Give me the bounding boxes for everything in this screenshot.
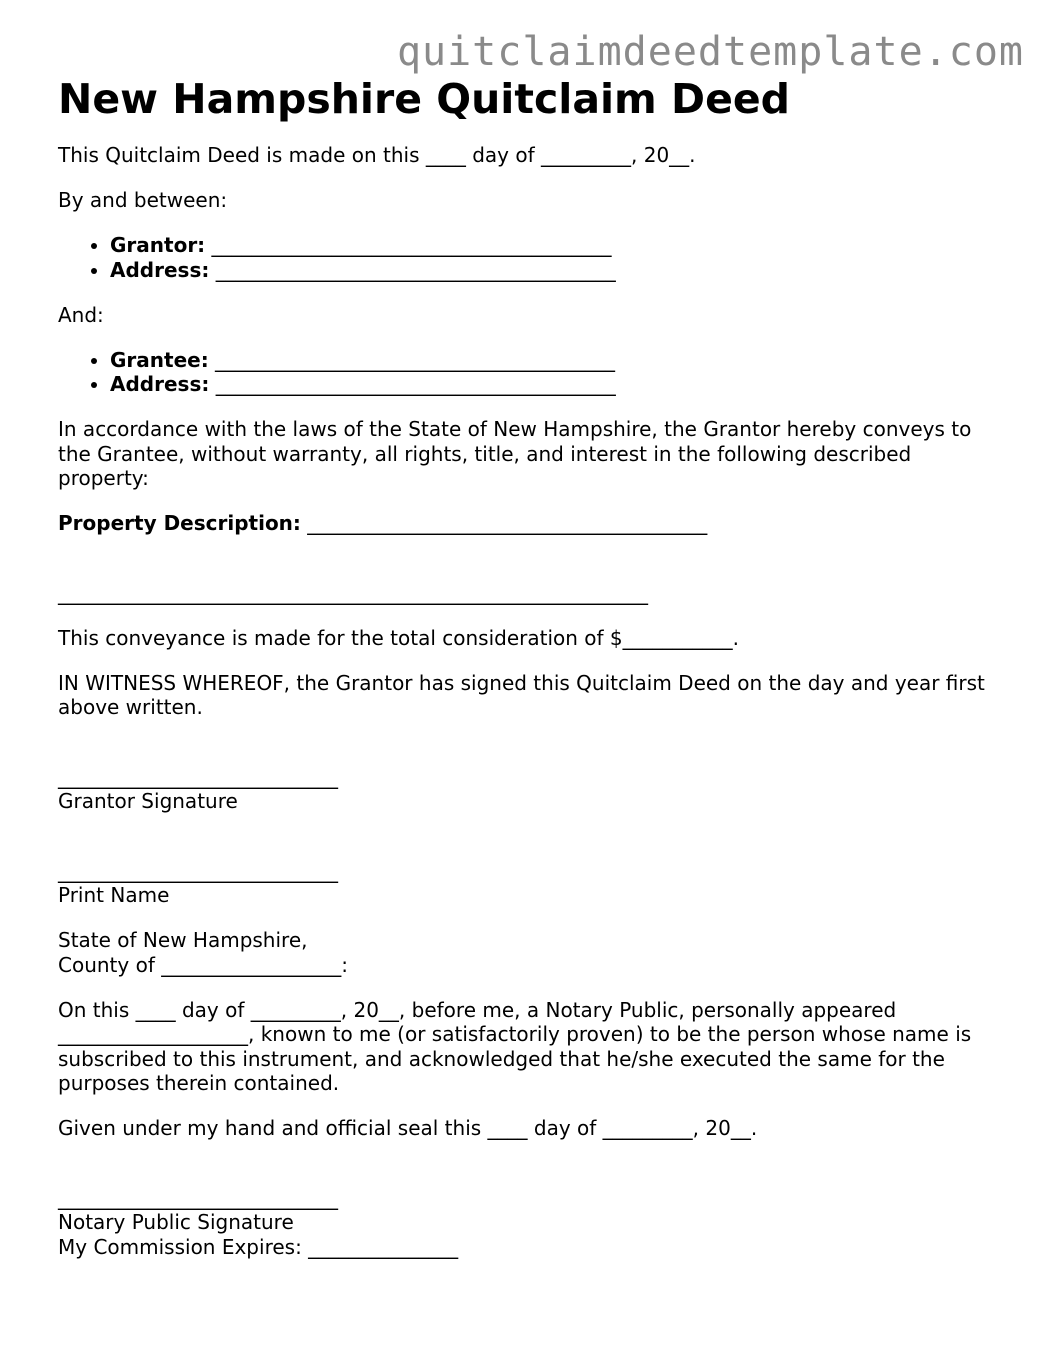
property-description-label: Property Description: bbox=[58, 511, 301, 535]
page-title: New Hampshire Quitclaim Deed bbox=[58, 75, 791, 123]
grantee-address-label: Address: bbox=[110, 372, 210, 396]
commission-expires-field[interactable]: My Commission Expires: _______________ bbox=[58, 1234, 459, 1259]
grantor-fields bbox=[58, 233, 998, 282]
grantor-signature-line[interactable]: ____________________________ bbox=[58, 764, 338, 789]
state-text: State of New Hampshire, bbox=[58, 928, 308, 952]
grantor-label: Grantor: bbox=[110, 233, 206, 257]
print-name-label: Print Name bbox=[58, 883, 170, 907]
grantor-address-field[interactable] bbox=[110, 258, 998, 283]
notary-acknowledgment-text: On this ____ day of _________, 20__, before me, a Notary Public, personally appeared ___________________, known to me (or satisfactorily proven) to be the person whose name is subscribed to this instrument, and acknowledged that he/she executed the same for the purposes therein contained. bbox=[58, 997, 972, 1095]
grantor-signature-block bbox=[58, 765, 998, 814]
grantee-address-field[interactable] bbox=[110, 372, 998, 397]
notary-signature-block bbox=[58, 1186, 998, 1260]
witness-text: IN WITNESS WHEREOF, the Grantor has signed this Quitclaim Deed on the day and year first above written. bbox=[58, 670, 985, 719]
deed-document bbox=[58, 72, 998, 1280]
print-name-block bbox=[58, 859, 998, 908]
grantor-address-blank[interactable]: ________________________________________ bbox=[209, 257, 616, 282]
grantor-blank[interactable]: ________________________________________ bbox=[205, 233, 612, 257]
print-name-line[interactable]: ____________________________ bbox=[58, 858, 338, 883]
venue-block bbox=[58, 928, 998, 977]
given-text: Given under my hand and official seal this ____ day of _________, 20__. bbox=[58, 1116, 758, 1140]
intro-text: This Quitclaim Deed is made on this ____ day of _________, 20__. bbox=[58, 143, 696, 167]
property-description-line-2[interactable]: ___________________________________________________________ bbox=[58, 580, 648, 605]
grantee-label: Grantee: bbox=[110, 347, 209, 372]
grantor-name-field[interactable] bbox=[110, 233, 998, 258]
and-text: And: bbox=[58, 302, 104, 327]
grantee-name-field[interactable] bbox=[110, 348, 998, 373]
county-field[interactable]: County of __________________: bbox=[58, 952, 348, 977]
notary-signature-label: Notary Public Signature bbox=[58, 1210, 294, 1234]
watermark: quitclaimdeedtemplate.com bbox=[396, 29, 1024, 75]
property-description-field[interactable] bbox=[58, 511, 998, 536]
grantee-address-blank[interactable]: ________________________________________ bbox=[209, 372, 616, 396]
notary-signature-line[interactable]: ____________________________ bbox=[58, 1185, 338, 1210]
consideration-text: This conveyance is made for the total consideration of $___________. bbox=[58, 625, 740, 650]
grantor-signature-label: Grantor Signature bbox=[58, 789, 238, 813]
grantee-blank[interactable]: ________________________________________ bbox=[208, 347, 616, 372]
conveyance-text: In accordance with the laws of the State of New Hampshire, the Grantor hereby conveys to the Grantee, without warranty, all rights, title, and interest in the following described property: bbox=[58, 417, 972, 490]
between-text: By and between: bbox=[58, 188, 228, 212]
grantee-fields bbox=[58, 348, 998, 397]
property-description-blank[interactable]: ________________________________________ bbox=[300, 511, 708, 535]
grantor-address-label: Address: bbox=[110, 257, 210, 282]
